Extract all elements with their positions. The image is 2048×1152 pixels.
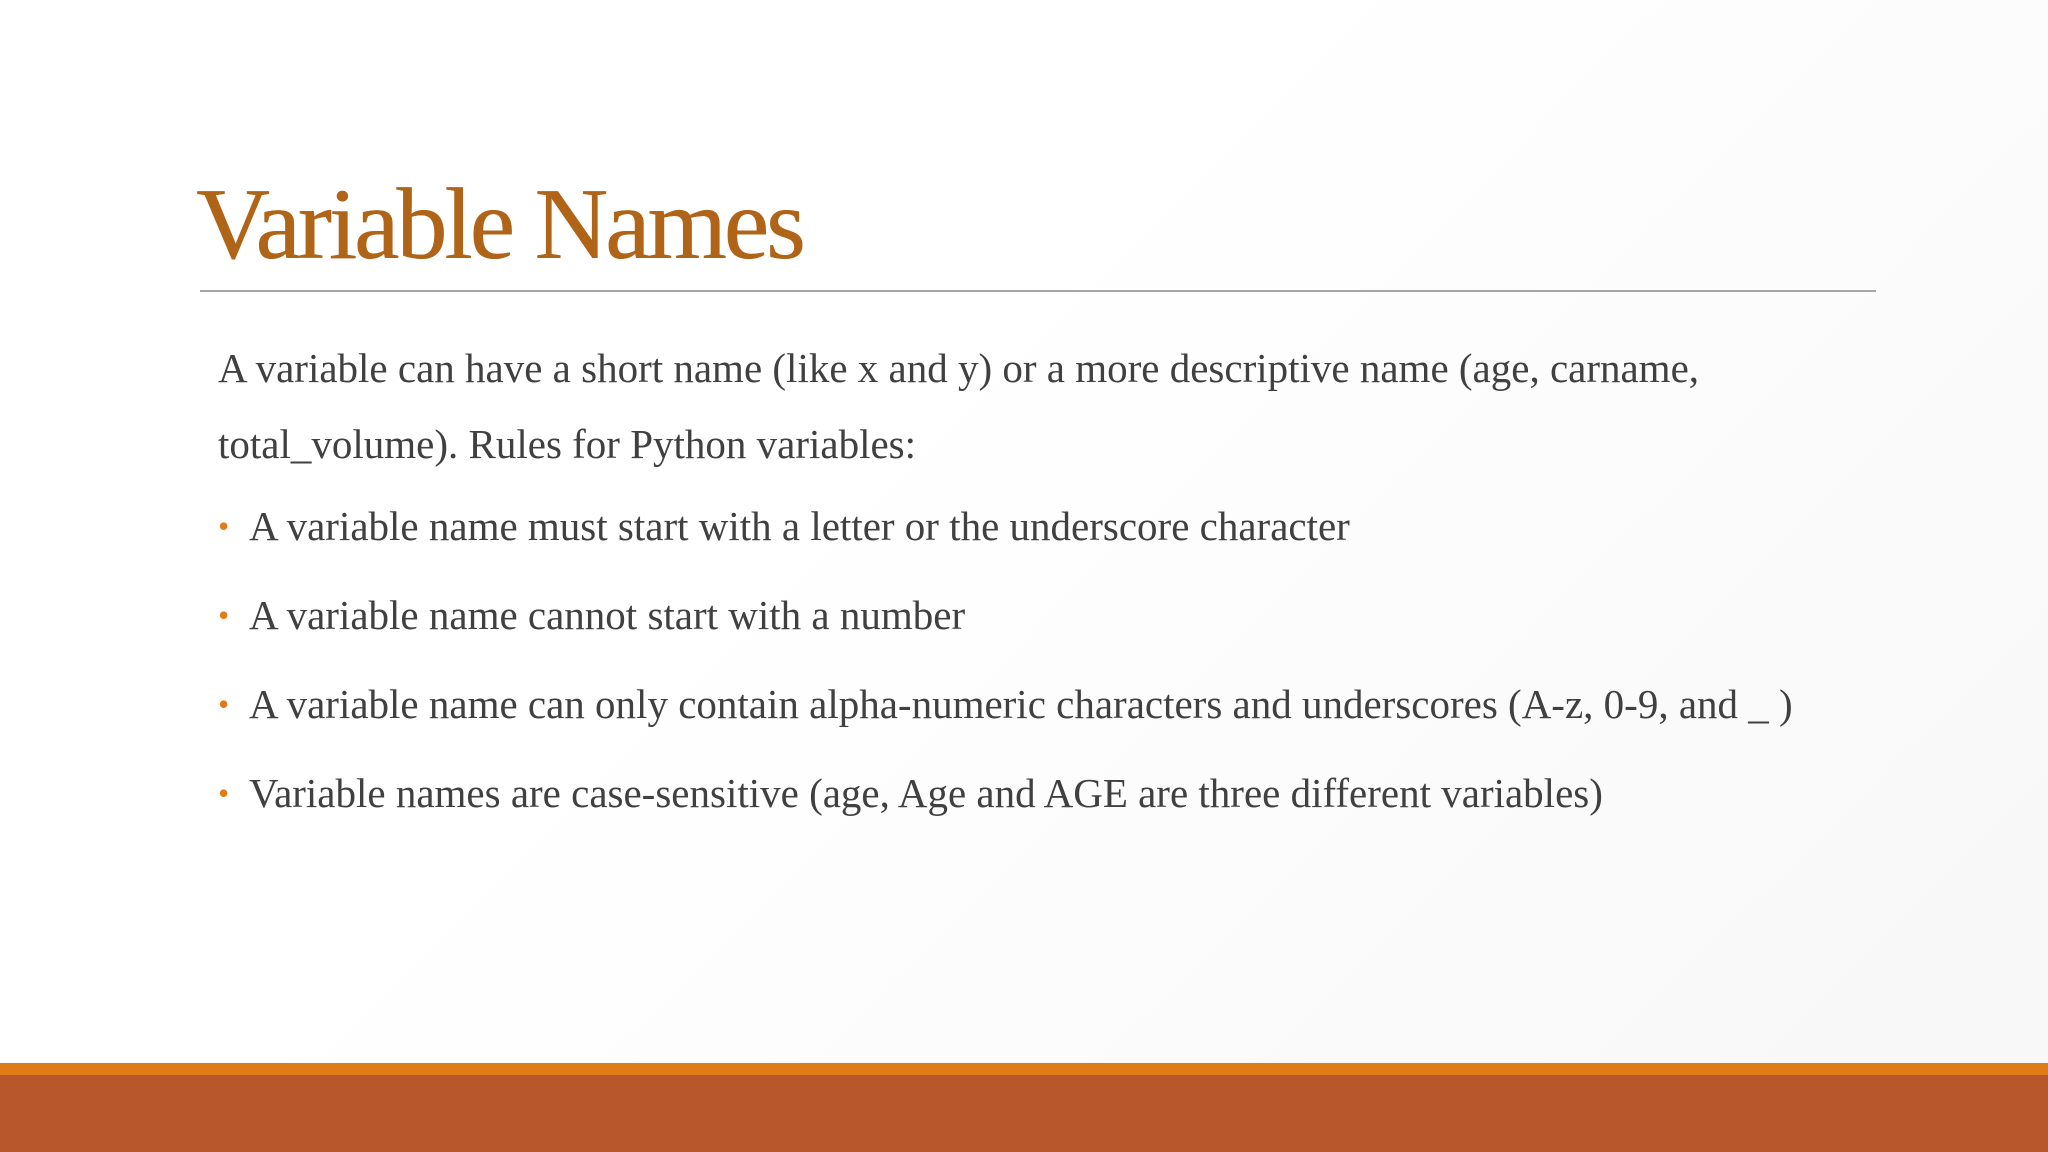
bullet-icon: • <box>218 597 230 633</box>
bullet-icon: • <box>218 775 230 811</box>
title-divider <box>200 290 1876 292</box>
bullet-list <box>218 496 1858 823</box>
bullet-text: Variable names are case-sensitive (age, Age and AGE are three different variables) <box>249 770 1603 816</box>
list-item <box>218 763 1858 823</box>
list-item <box>218 674 1858 734</box>
slide-title: Variable Names <box>196 168 803 281</box>
footer-bar <box>0 1075 2048 1152</box>
list-item <box>218 496 1858 556</box>
footer-accent-stripe <box>0 1063 2048 1075</box>
bullet-icon: • <box>218 686 230 722</box>
bullet-icon: • <box>218 508 230 544</box>
list-item <box>218 585 1858 645</box>
bullet-text: A variable name cannot start with a number <box>249 592 966 638</box>
bullet-text: A variable name must start with a letter or the underscore character <box>249 503 1350 549</box>
slide-body <box>218 330 1858 852</box>
bullet-text: A variable name can only contain alpha-numeric characters and underscores (A-z, 0-9, and _ ) <box>249 681 1793 727</box>
intro-paragraph: A variable can have a short name (like x and y) or a more descriptive name (age, carname, total_volume). Rules for Python variables: <box>218 345 1700 467</box>
